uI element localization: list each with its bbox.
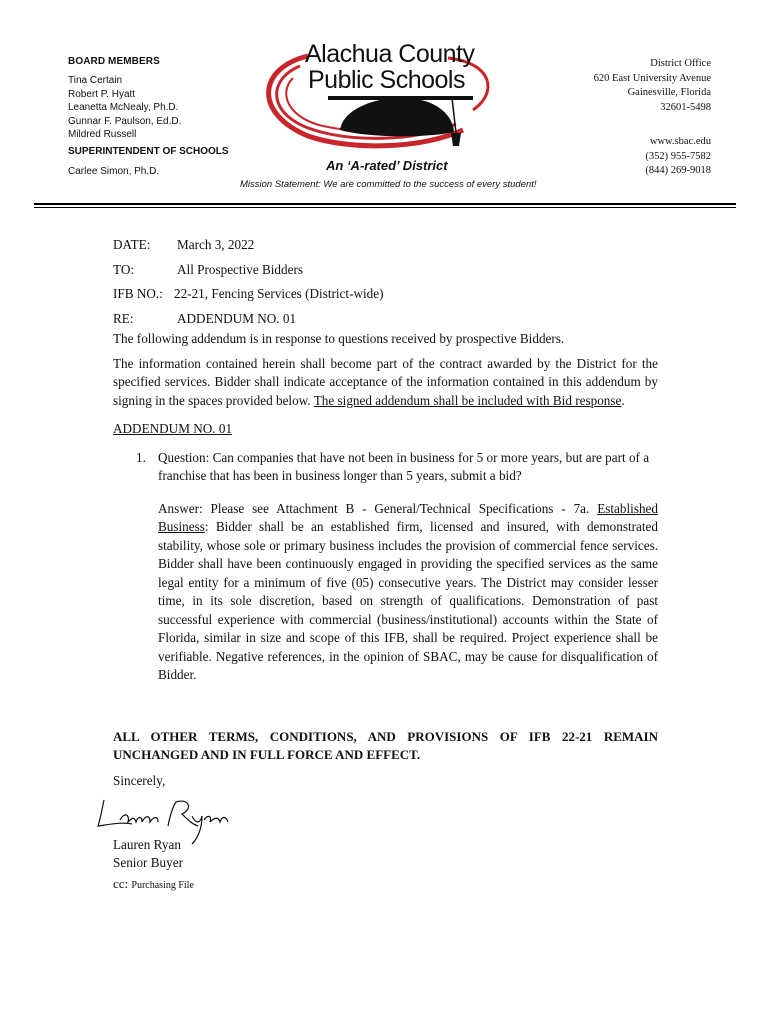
info-text: The information contained herein shall become part of the contract awarded by the District for the specified services. Bidder shall indicate acceptance of the information contained in this addendum by signing in the spaces provided below.: [113, 355, 658, 408]
question-item: [113, 449, 658, 486]
cc-value: Purchasing File: [131, 880, 194, 891]
info-underlined-text: The signed addendum shall be included with Bid response: [313, 392, 622, 408]
header-divider: [34, 203, 736, 205]
info-end: .: [621, 392, 625, 408]
phone-number: (352) 955-7582: [645, 150, 711, 162]
header-divider-thin: [34, 207, 736, 208]
date-value: March 3, 2022: [177, 237, 255, 252]
board-members-heading: BOARD MEMBERS: [68, 56, 160, 67]
board-members-list: [68, 74, 181, 142]
to-value: All Prospective Bidders: [177, 262, 303, 277]
addendum-heading: ADDENDUM NO. 01: [113, 421, 233, 436]
answer-prefix: Answer: Please see Attachment B - General/Technical Specifications - 7a.: [158, 500, 598, 516]
to-label: TO:: [113, 262, 135, 277]
website: www.sbac.edu: [649, 136, 711, 147]
signer-name: Lauren Ryan: [113, 837, 181, 852]
closing-statement: ALL OTHER TERMS, CONDITIONS, AND PROVISIONS OF IFB 22-21 REMAIN UNCHANGED AND IN FULL FORCE AND EFFECT.: [113, 729, 658, 762]
district-office-address: [594, 57, 711, 115]
answer-text: [113, 500, 658, 685]
sincerely: Sincerely,: [113, 773, 166, 788]
ifb-label: IFB NO.:: [113, 286, 163, 301]
address-line: Gainesville, Florida: [627, 87, 711, 98]
board-member: Mildred Russell: [68, 129, 137, 140]
signer-title: Senior Buyer: [113, 855, 183, 870]
phone-number: (844) 269-9018: [645, 165, 711, 176]
board-member: Robert P. Hyatt: [68, 88, 136, 100]
mission-statement: Mission Statement: We are committed to the success of every student!: [240, 179, 537, 190]
question-text: Question: Can companies that have not been in business for 5 or more years, but are part of a franchise that has been in business longer than 5 years, submit a bid?: [158, 449, 650, 483]
info-paragraph: [113, 355, 658, 411]
intro-paragraph: The following addendum is in response to questions received by prospective Bidders.: [113, 331, 565, 346]
address-line: District Office: [650, 58, 711, 69]
superintendent-heading: SUPERINTENDENT OF SCHOOLS: [68, 146, 229, 157]
letter-body: [113, 330, 658, 685]
superintendent-name: Carlee Simon, Ph.D.: [68, 166, 160, 177]
signer-block: [113, 836, 183, 872]
question-number: 1.: [136, 449, 146, 465]
address-line: 620 East University Avenue: [593, 72, 711, 84]
cc-line: [113, 876, 194, 892]
district-contact: [645, 135, 711, 179]
ifb-value: 22-21, Fencing Services (District-wide): [174, 286, 384, 301]
board-member: Gunnar F. Paulson, Ed.D.: [68, 115, 182, 127]
address-line: 32601-5498: [660, 101, 711, 113]
date-label: DATE:: [113, 237, 151, 252]
re-value: ADDENDUM NO. 01: [177, 311, 297, 326]
cc-label: cc:: [113, 876, 129, 891]
logo-text-line1: Alachua County: [305, 40, 475, 68]
answer-rest: : Bidder shall be an established firm, licensed and insured, with demonstrated stability, whose sole or primary business includes the provision of commercial fence services. Bidder shall have been continuously engaged in providing the specified services as the same legal entity for a minimum of five (05) consecutive years. The District may consider lesser time, in its sole discretion, based on strength of qualifications. Demonstration of past successful experience with commercial (business/institutional) accounts within the State of Florida, similar in size and scope of this IFB, shall be required. Project experience shall be verifiable. Negative references, in the opinion of SBAC, may be cause for disqualification of Bidder.: [158, 519, 658, 682]
answer-underlined-text: Established Business: [158, 500, 658, 534]
board-member: Tina Certain: [68, 75, 123, 86]
district-tagline: An ‘A-rated’ District: [326, 158, 448, 173]
logo-text-line2: Public Schools: [308, 66, 465, 94]
re-label: RE:: [113, 311, 134, 326]
board-member: Leanetta McNealy, Ph.D.: [68, 102, 179, 113]
